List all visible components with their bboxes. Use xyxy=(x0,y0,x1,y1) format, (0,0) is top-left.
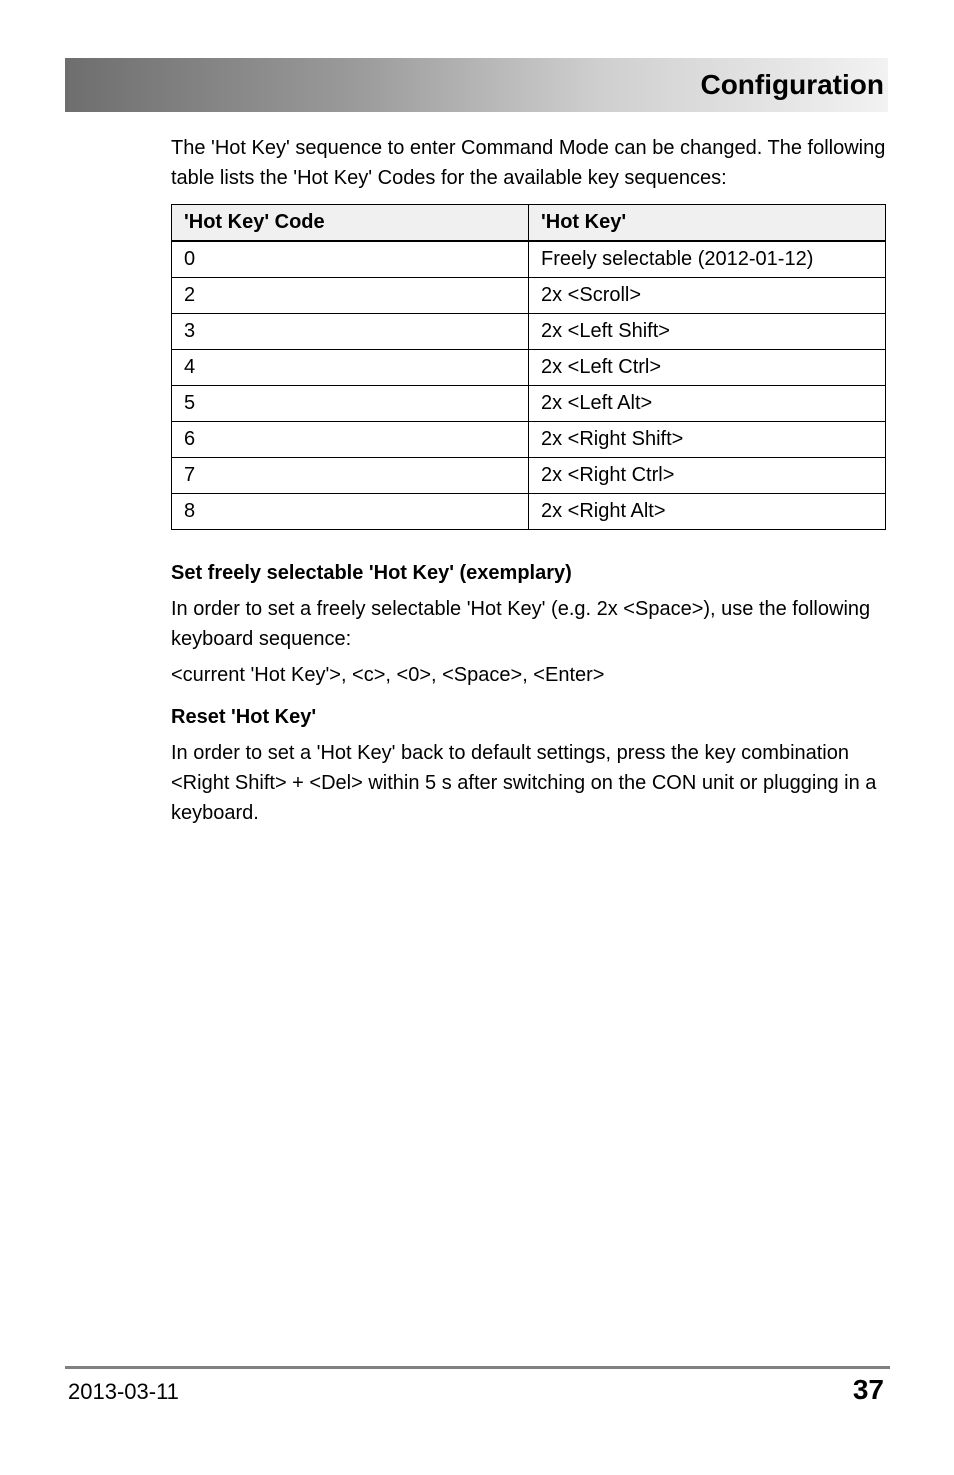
page-number: 37 xyxy=(852,1374,884,1405)
hotkey-cell: Freely selectable (2012-01-12) xyxy=(529,241,886,278)
table-row xyxy=(172,278,886,314)
hotkey-cell: 2x <Right Ctrl> xyxy=(529,458,886,494)
page-title: Configuration xyxy=(700,69,884,100)
hotkey-cell: 2x <Left Ctrl> xyxy=(529,350,886,386)
main-content xyxy=(171,133,886,828)
hotkey-cell: 2x <Left Shift> xyxy=(529,314,886,350)
table-row xyxy=(172,422,886,458)
hotkey-code-cell: 5 xyxy=(172,386,529,422)
hotkey-code-cell: 7 xyxy=(172,458,529,494)
key-sequence: <current 'Hot Key'>, <c>, <0>, <Space>, <Enter> xyxy=(171,664,605,686)
table-header-row xyxy=(172,205,886,242)
table-row xyxy=(172,458,886,494)
table-row xyxy=(172,386,886,422)
free-hotkey-paragraph: In order to set a freely selectable 'Hot Key' (e.g. 2x <Space>), use the following keyboard sequence: xyxy=(171,598,871,650)
hotkey-cell: 2x <Scroll> xyxy=(529,278,886,314)
reset-hotkey-paragraph: In order to set a 'Hot Key' back to default settings, press the key combination <Right Shift> + <Del> within 5 s after switching on the CON unit or plugging in a keyboard. xyxy=(171,742,877,824)
footer-divider xyxy=(65,1366,890,1369)
section-heading-reset-hotkey: Reset 'Hot Key' xyxy=(171,706,317,728)
hotkey-code-cell: 6 xyxy=(172,422,529,458)
table-row xyxy=(172,314,886,350)
header-band xyxy=(65,58,888,112)
table-row xyxy=(172,241,886,278)
hotkey-code-cell: 3 xyxy=(172,314,529,350)
hotkey-code-cell: 8 xyxy=(172,494,529,530)
column-header-hotkey: 'Hot Key' xyxy=(529,205,886,242)
hotkey-code-cell: 2 xyxy=(172,278,529,314)
hotkey-cell: 2x <Left Alt> xyxy=(529,386,886,422)
intro-paragraph: The 'Hot Key' sequence to enter Command Mode can be changed. The following table lists the 'Hot Key' Codes for the available key sequences: xyxy=(171,137,886,189)
hotkey-code-cell: 0 xyxy=(172,241,529,278)
hotkey-table xyxy=(171,204,886,530)
footer-date: 2013-03-11 xyxy=(68,1379,179,1404)
hotkey-code-cell: 4 xyxy=(172,350,529,386)
section-heading-free-hotkey: Set freely selectable 'Hot Key' (exemplary) xyxy=(171,562,572,584)
hotkey-cell: 2x <Right Alt> xyxy=(529,494,886,530)
column-header-code: 'Hot Key' Code xyxy=(172,205,529,242)
hotkey-cell: 2x <Right Shift> xyxy=(529,422,886,458)
table-row xyxy=(172,494,886,530)
table-row xyxy=(172,350,886,386)
